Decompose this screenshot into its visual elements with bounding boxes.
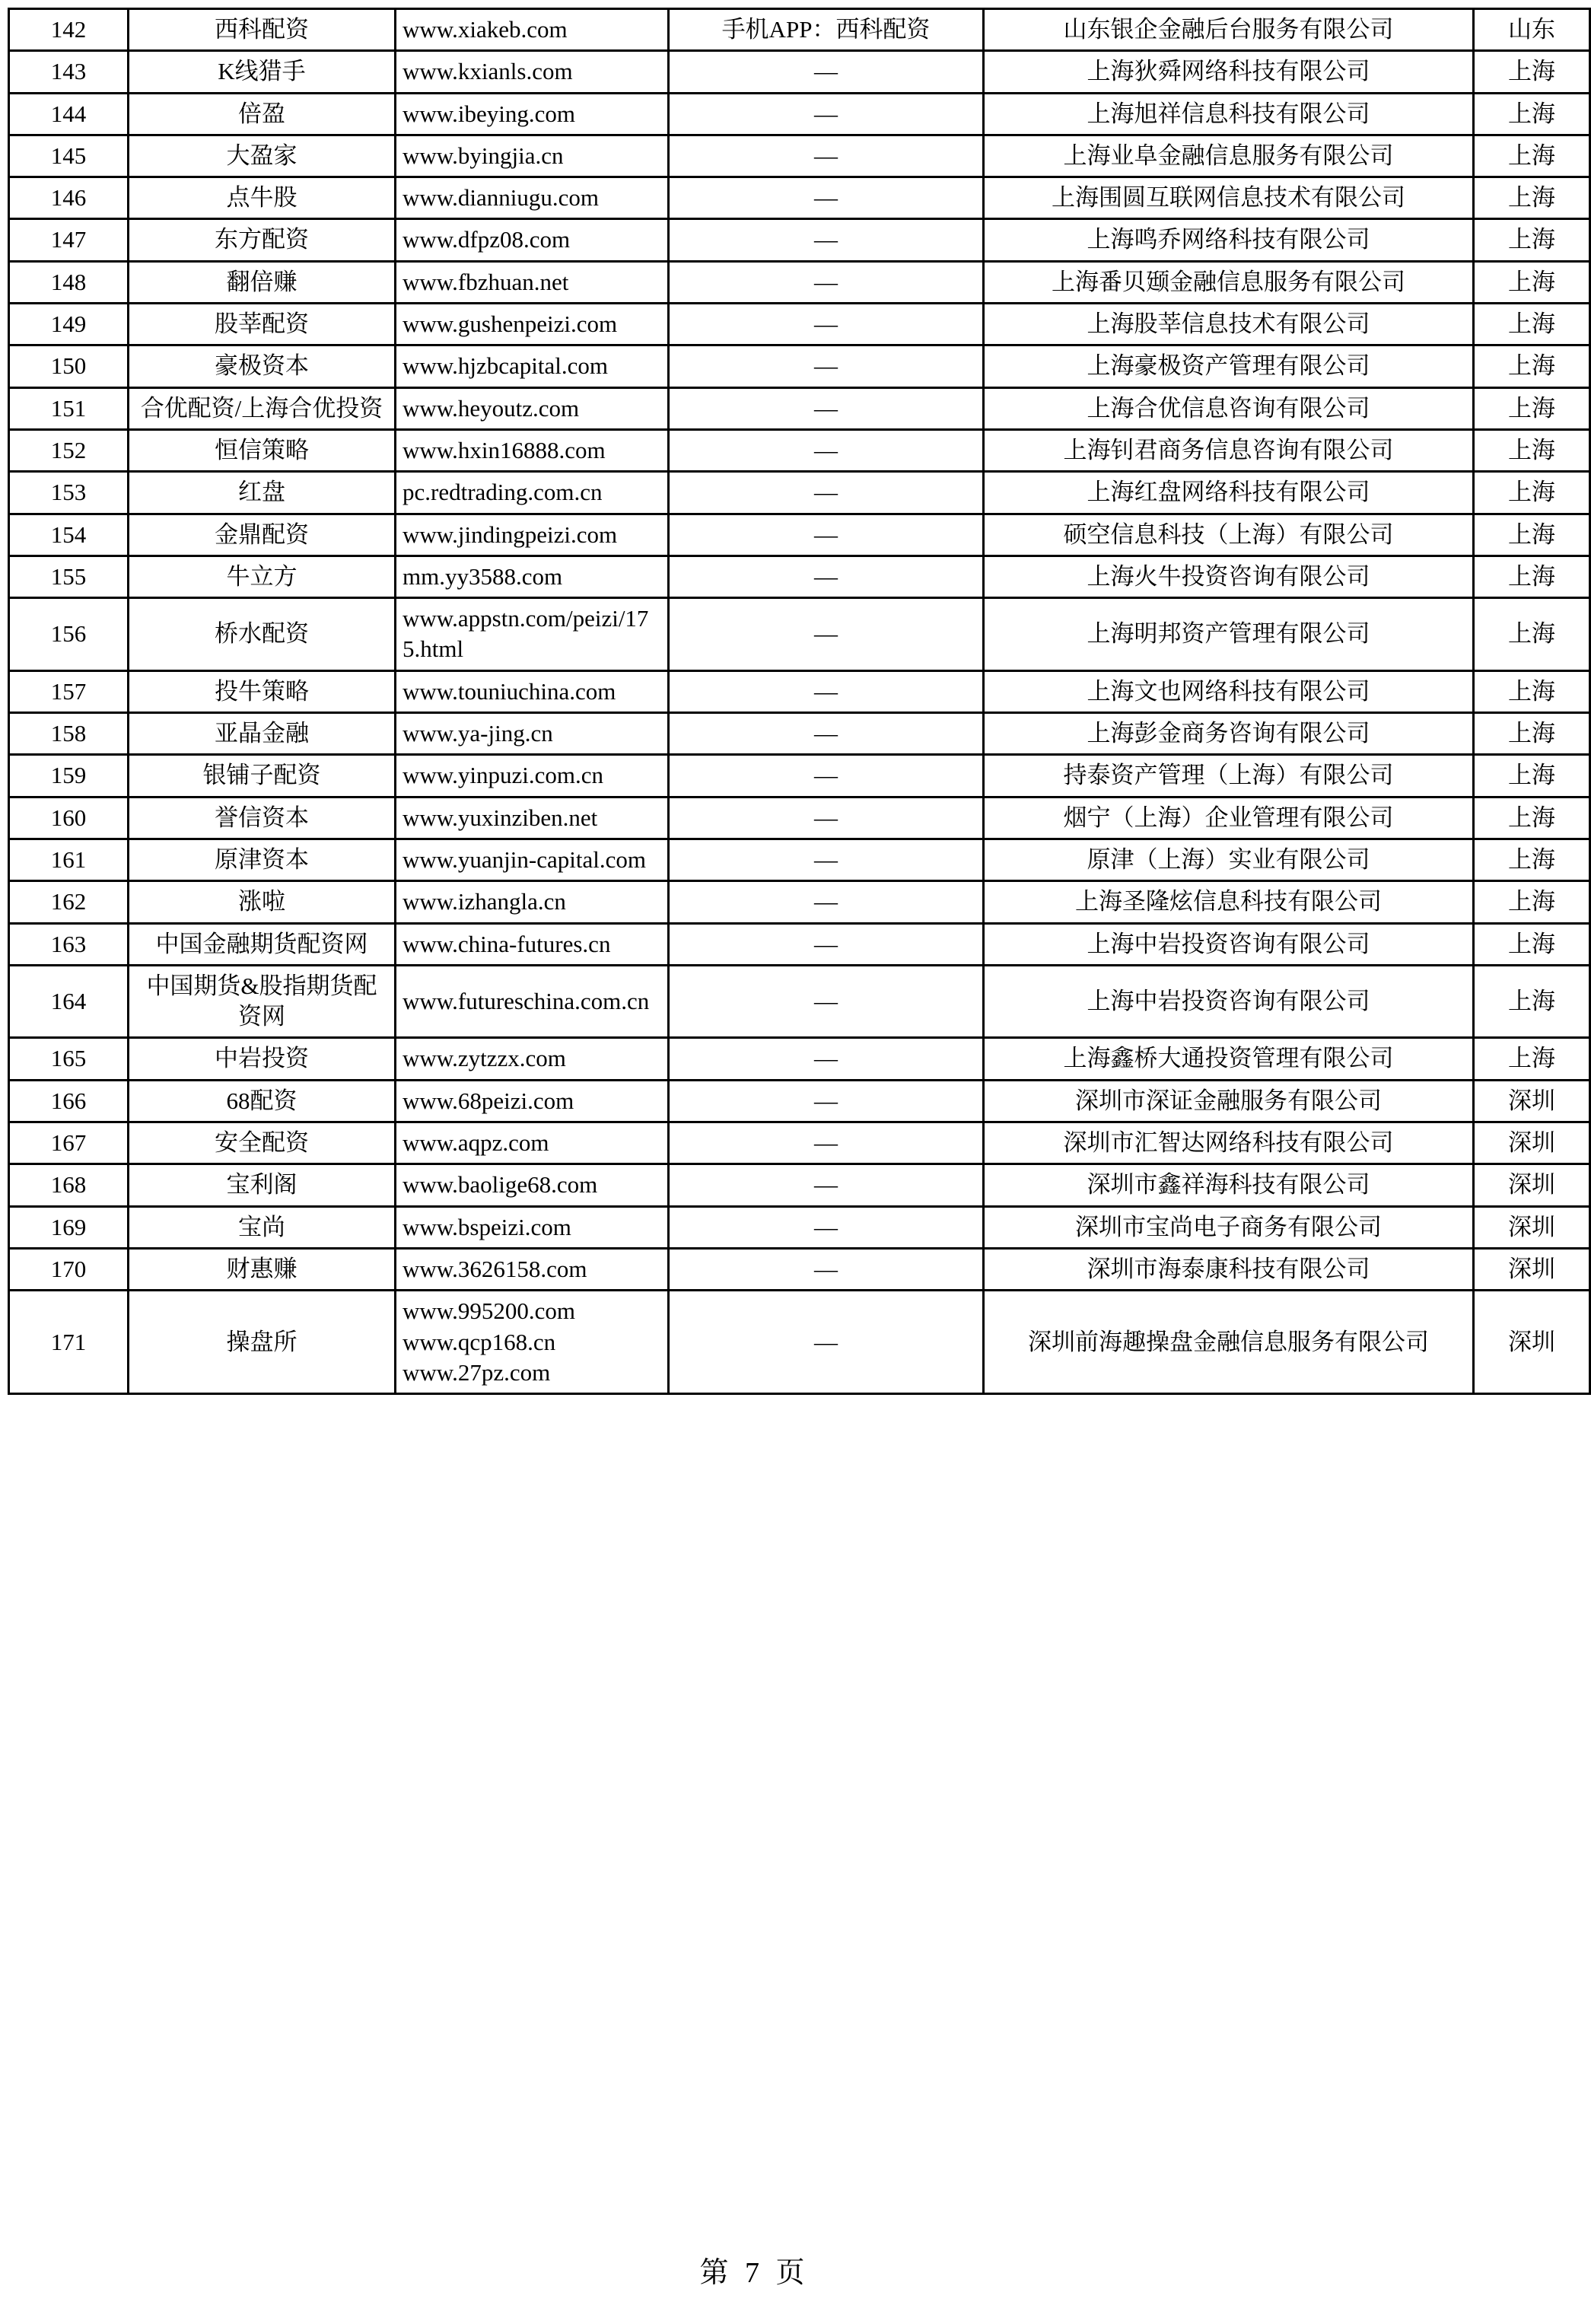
cell-website-url — [396, 387, 669, 429]
cell-website-url — [396, 839, 669, 880]
table-row — [9, 1248, 1590, 1290]
website-url-line: www.qcp168.cn — [403, 1328, 556, 1355]
cell-index: 148 — [9, 261, 129, 303]
website-url-line: www.3626158.com — [403, 1255, 587, 1282]
cell-website-url — [396, 881, 669, 923]
cell-index: 158 — [9, 713, 129, 755]
cell-region: 上海 — [1474, 965, 1590, 1038]
website-url-line: pc.redtrading.com.cn — [403, 479, 603, 506]
website-url-line: www.byingjia.cn — [403, 142, 564, 169]
cell-platform-name: 中国期货&股指期货配资网 — [129, 965, 396, 1038]
cell-company-name: 深圳前海趣操盘金融信息服务有限公司 — [984, 1291, 1474, 1394]
cell-mobile-app: — — [669, 1164, 984, 1206]
cell-region: 上海 — [1474, 923, 1590, 965]
website-url-line: www.dianniugu.com — [403, 184, 600, 212]
table-row — [9, 670, 1590, 712]
cell-region: 上海 — [1474, 387, 1590, 429]
cell-region: 上海 — [1474, 429, 1590, 471]
cell-mobile-app: — — [669, 345, 984, 387]
cell-company-name: 上海鑫桥大通投资管理有限公司 — [984, 1038, 1474, 1080]
cell-mobile-app: — — [669, 304, 984, 345]
cell-platform-name: 投牛策略 — [129, 670, 396, 712]
cell-website-url — [396, 514, 669, 556]
cell-index: 154 — [9, 514, 129, 556]
table-row — [9, 797, 1590, 839]
table-row — [9, 219, 1590, 261]
cell-platform-name: 宝利阁 — [129, 1164, 396, 1206]
table-row — [9, 556, 1590, 597]
cell-mobile-app: — — [669, 472, 984, 514]
cell-index: 168 — [9, 1164, 129, 1206]
table-row — [9, 1038, 1590, 1080]
website-url-line: www.27pz.com — [403, 1358, 551, 1386]
cell-region: 深圳 — [1474, 1206, 1590, 1248]
cell-mobile-app: — — [669, 135, 984, 177]
cell-company-name: 持泰资产管理（上海）有限公司 — [984, 755, 1474, 797]
cell-platform-name: 股莘配资 — [129, 304, 396, 345]
cell-index: 171 — [9, 1291, 129, 1394]
website-url-line: www.china-futures.cn — [403, 930, 611, 957]
cell-platform-name: 桥水配资 — [129, 598, 396, 671]
cell-region: 上海 — [1474, 219, 1590, 261]
cell-platform-name: 68配资 — [129, 1080, 396, 1122]
cell-mobile-app: — — [669, 965, 984, 1038]
cell-index: 157 — [9, 670, 129, 712]
table-row — [9, 345, 1590, 387]
cell-mobile-app: — — [669, 556, 984, 597]
cell-company-name: 上海红盘网络科技有限公司 — [984, 472, 1474, 514]
table-row — [9, 713, 1590, 755]
cell-mobile-app: — — [669, 1206, 984, 1248]
cell-platform-name: 安全配资 — [129, 1122, 396, 1164]
cell-mobile-app: — — [669, 261, 984, 303]
cell-platform-name: 涨啦 — [129, 881, 396, 923]
table-row — [9, 839, 1590, 880]
cell-company-name: 硕空信息科技（上海）有限公司 — [984, 514, 1474, 556]
table-row — [9, 598, 1590, 671]
cell-website-url — [396, 1164, 669, 1206]
cell-website-url — [396, 923, 669, 965]
table-row — [9, 429, 1590, 471]
cell-platform-name: 豪极资本 — [129, 345, 396, 387]
cell-mobile-app: — — [669, 1248, 984, 1290]
cell-index: 143 — [9, 51, 129, 93]
cell-website-url — [396, 1038, 669, 1080]
website-url-line: www.yuxinziben.net — [403, 804, 598, 831]
cell-region: 山东 — [1474, 9, 1590, 51]
cell-website-url — [396, 965, 669, 1038]
cell-company-name: 上海圣隆炫信息科技有限公司 — [984, 881, 1474, 923]
cell-website-url — [396, 1080, 669, 1122]
table-row — [9, 261, 1590, 303]
cell-mobile-app: — — [669, 387, 984, 429]
cell-index: 166 — [9, 1080, 129, 1122]
cell-platform-name: 中国金融期货配资网 — [129, 923, 396, 965]
cell-region: 上海 — [1474, 304, 1590, 345]
cell-website-url — [396, 219, 669, 261]
website-url-line: www.bspeizi.com — [403, 1213, 571, 1240]
cell-company-name: 上海合优信息咨询有限公司 — [984, 387, 1474, 429]
cell-index: 145 — [9, 135, 129, 177]
table-row — [9, 965, 1590, 1038]
cell-index: 170 — [9, 1248, 129, 1290]
table-row — [9, 51, 1590, 93]
table-body — [9, 9, 1590, 1394]
table-row — [9, 387, 1590, 429]
cell-region: 上海 — [1474, 51, 1590, 93]
cell-index: 159 — [9, 755, 129, 797]
cell-index: 164 — [9, 965, 129, 1038]
cell-platform-name: 中岩投资 — [129, 1038, 396, 1080]
table-row — [9, 1291, 1590, 1394]
website-url-line: www.jindingpeizi.com — [403, 521, 618, 548]
cell-mobile-app: — — [669, 1038, 984, 1080]
website-url-line: www.68peizi.com — [403, 1087, 574, 1114]
cell-region: 上海 — [1474, 135, 1590, 177]
cell-mobile-app: — — [669, 923, 984, 965]
cell-platform-name: 牛立方 — [129, 556, 396, 597]
cell-region: 上海 — [1474, 1038, 1590, 1080]
cell-website-url — [396, 556, 669, 597]
cell-region: 深圳 — [1474, 1080, 1590, 1122]
cell-website-url — [396, 1206, 669, 1248]
cell-platform-name: 西科配资 — [129, 9, 396, 51]
table-row — [9, 1080, 1590, 1122]
cell-index: 156 — [9, 598, 129, 671]
website-url-line: www.baolige68.com — [403, 1171, 598, 1199]
website-url-line: www.hxin16888.com — [403, 436, 606, 463]
website-url-line: www.heyoutz.com — [403, 394, 580, 422]
website-url-line: www.hjzbcapital.com — [403, 352, 609, 380]
cell-region: 上海 — [1474, 670, 1590, 712]
cell-platform-name: 红盘 — [129, 472, 396, 514]
cell-company-name: 上海业阜金融信息服务有限公司 — [984, 135, 1474, 177]
cell-website-url — [396, 177, 669, 219]
table-row — [9, 472, 1590, 514]
cell-index: 167 — [9, 1122, 129, 1164]
cell-mobile-app: — — [669, 219, 984, 261]
cell-company-name: 上海中岩投资咨询有限公司 — [984, 965, 1474, 1038]
cell-region: 深圳 — [1474, 1248, 1590, 1290]
cell-platform-name: 操盘所 — [129, 1291, 396, 1394]
cell-mobile-app: — — [669, 797, 984, 839]
website-url-line: www.995200.com — [403, 1297, 576, 1325]
cell-company-name: 上海围圆互联网信息技术有限公司 — [984, 177, 1474, 219]
cell-website-url — [396, 1122, 669, 1164]
cell-website-url — [396, 598, 669, 671]
cell-index: 147 — [9, 219, 129, 261]
cell-platform-name: 恒信策略 — [129, 429, 396, 471]
website-url-line: www.aqpz.com — [403, 1129, 549, 1157]
cell-website-url — [396, 755, 669, 797]
table-row — [9, 304, 1590, 345]
cell-region: 上海 — [1474, 93, 1590, 135]
cell-company-name: 上海文也网络科技有限公司 — [984, 670, 1474, 712]
table-row — [9, 93, 1590, 135]
cell-website-url — [396, 1291, 669, 1394]
cell-region: 上海 — [1474, 261, 1590, 303]
page-footer: 第 7 页 — [699, 2257, 810, 2289]
cell-mobile-app: — — [669, 755, 984, 797]
cell-platform-name: 财惠赚 — [129, 1248, 396, 1290]
cell-index: 165 — [9, 1038, 129, 1080]
table-row — [9, 923, 1590, 965]
cell-mobile-app: — — [669, 429, 984, 471]
cell-company-name: 深圳市海泰康科技有限公司 — [984, 1248, 1474, 1290]
website-url-line: www.fbzhuan.net — [403, 268, 569, 295]
cell-region: 上海 — [1474, 755, 1590, 797]
cell-index: 153 — [9, 472, 129, 514]
website-url-line: www.yinpuzi.com.cn — [403, 762, 604, 789]
cell-platform-name: 原津资本 — [129, 839, 396, 880]
cell-company-name: 上海明邦资产管理有限公司 — [984, 598, 1474, 671]
table-row — [9, 1122, 1590, 1164]
cell-company-name: 上海中岩投资咨询有限公司 — [984, 923, 1474, 965]
cell-company-name: 上海狄舜网络科技有限公司 — [984, 51, 1474, 93]
cell-mobile-app: — — [669, 93, 984, 135]
cell-website-url — [396, 135, 669, 177]
website-url-line: www.yuanjin-capital.com — [403, 845, 646, 873]
cell-website-url — [396, 429, 669, 471]
cell-mobile-app: — — [669, 51, 984, 93]
cell-platform-name: 誉信资本 — [129, 797, 396, 839]
cell-company-name: 上海鸣乔网络科技有限公司 — [984, 219, 1474, 261]
cell-region: 上海 — [1474, 797, 1590, 839]
table-row — [9, 1206, 1590, 1248]
cell-company-name: 上海火牛投资咨询有限公司 — [984, 556, 1474, 597]
cell-index: 162 — [9, 881, 129, 923]
cell-platform-name: 金鼎配资 — [129, 514, 396, 556]
cell-mobile-app: — — [669, 1122, 984, 1164]
table-row — [9, 881, 1590, 923]
website-url-line: www.ya-jing.cn — [403, 720, 553, 747]
cell-region: 深圳 — [1474, 1122, 1590, 1164]
cell-website-url — [396, 1248, 669, 1290]
cell-company-name: 烟宁（上海）企业管理有限公司 — [984, 797, 1474, 839]
table-row — [9, 514, 1590, 556]
cell-index: 151 — [9, 387, 129, 429]
cell-region: 上海 — [1474, 472, 1590, 514]
cell-website-url — [396, 261, 669, 303]
cell-region: 上海 — [1474, 345, 1590, 387]
cell-platform-name: 合优配资/上海合优投资 — [129, 387, 396, 429]
cell-index: 146 — [9, 177, 129, 219]
table-row — [9, 135, 1590, 177]
cell-index: 161 — [9, 839, 129, 880]
website-url-line: www.appstn.com/peizi/175.html — [403, 605, 649, 663]
cell-region: 上海 — [1474, 881, 1590, 923]
table-row — [9, 1164, 1590, 1206]
cell-mobile-app: 手机APP：西科配资 — [669, 9, 984, 51]
cell-company-name: 深圳市深证金融服务有限公司 — [984, 1080, 1474, 1122]
cell-website-url — [396, 51, 669, 93]
cell-website-url — [396, 345, 669, 387]
cell-region: 上海 — [1474, 839, 1590, 880]
cell-company-name: 上海彭金商务咨询有限公司 — [984, 713, 1474, 755]
cell-mobile-app: — — [669, 1291, 984, 1394]
illegal-platform-listing-table — [8, 8, 1591, 1395]
website-url-line: mm.yy3588.com — [403, 562, 563, 590]
cell-website-url — [396, 713, 669, 755]
cell-company-name: 上海番贝颋金融信息服务有限公司 — [984, 261, 1474, 303]
website-url-line: www.touniuchina.com — [403, 677, 616, 705]
table-row — [9, 755, 1590, 797]
cell-index: 163 — [9, 923, 129, 965]
website-url-line: www.dfpz08.com — [403, 226, 571, 253]
cell-mobile-app: — — [669, 670, 984, 712]
cell-index: 169 — [9, 1206, 129, 1248]
cell-website-url — [396, 797, 669, 839]
cell-company-name: 深圳市鑫祥海科技有限公司 — [984, 1164, 1474, 1206]
cell-mobile-app: — — [669, 713, 984, 755]
website-url-line: www.xiakeb.com — [403, 16, 568, 43]
cell-index: 150 — [9, 345, 129, 387]
cell-index: 160 — [9, 797, 129, 839]
cell-mobile-app: — — [669, 514, 984, 556]
table-row — [9, 177, 1590, 219]
cell-mobile-app: — — [669, 881, 984, 923]
table-row — [9, 9, 1590, 51]
cell-platform-name: 东方配资 — [129, 219, 396, 261]
cell-index: 155 — [9, 556, 129, 597]
cell-region: 上海 — [1474, 514, 1590, 556]
cell-company-name: 上海股莘信息技术有限公司 — [984, 304, 1474, 345]
cell-index: 144 — [9, 93, 129, 135]
cell-platform-name: K线猎手 — [129, 51, 396, 93]
cell-website-url — [396, 472, 669, 514]
cell-company-name: 山东银企金融后台服务有限公司 — [984, 9, 1474, 51]
cell-mobile-app: — — [669, 598, 984, 671]
website-url-line: www.ibeying.com — [403, 100, 576, 127]
cell-platform-name: 倍盈 — [129, 93, 396, 135]
cell-index: 152 — [9, 429, 129, 471]
cell-company-name: 深圳市宝尚电子商务有限公司 — [984, 1206, 1474, 1248]
cell-company-name: 上海钊君商务信息咨询有限公司 — [984, 429, 1474, 471]
cell-company-name: 上海旭祥信息科技有限公司 — [984, 93, 1474, 135]
cell-platform-name: 亚晶金融 — [129, 713, 396, 755]
cell-company-name: 深圳市汇智达网络科技有限公司 — [984, 1122, 1474, 1164]
cell-mobile-app: — — [669, 177, 984, 219]
cell-platform-name: 点牛股 — [129, 177, 396, 219]
cell-region: 深圳 — [1474, 1164, 1590, 1206]
website-url-line: www.zytzzx.com — [403, 1045, 566, 1072]
cell-mobile-app: — — [669, 839, 984, 880]
cell-platform-name: 宝尚 — [129, 1206, 396, 1248]
cell-company-name: 原津（上海）实业有限公司 — [984, 839, 1474, 880]
cell-platform-name: 银铺子配资 — [129, 755, 396, 797]
cell-website-url — [396, 93, 669, 135]
cell-index: 142 — [9, 9, 129, 51]
website-url-line: www.gushenpeizi.com — [403, 310, 618, 338]
cell-region: 上海 — [1474, 556, 1590, 597]
cell-company-name: 上海豪极资产管理有限公司 — [984, 345, 1474, 387]
cell-website-url — [396, 9, 669, 51]
cell-mobile-app: — — [669, 1080, 984, 1122]
cell-region: 上海 — [1474, 177, 1590, 219]
website-url-line: www.futureschina.com.cn — [403, 987, 650, 1014]
cell-region: 上海 — [1474, 598, 1590, 671]
cell-platform-name: 翻倍赚 — [129, 261, 396, 303]
website-url-line: www.izhangla.cn — [403, 888, 566, 915]
website-url-line: www.kxianls.com — [403, 58, 573, 85]
cell-platform-name: 大盈家 — [129, 135, 396, 177]
cell-region: 深圳 — [1474, 1291, 1590, 1394]
cell-website-url — [396, 304, 669, 345]
cell-region: 上海 — [1474, 713, 1590, 755]
cell-website-url — [396, 670, 669, 712]
cell-index: 149 — [9, 304, 129, 345]
